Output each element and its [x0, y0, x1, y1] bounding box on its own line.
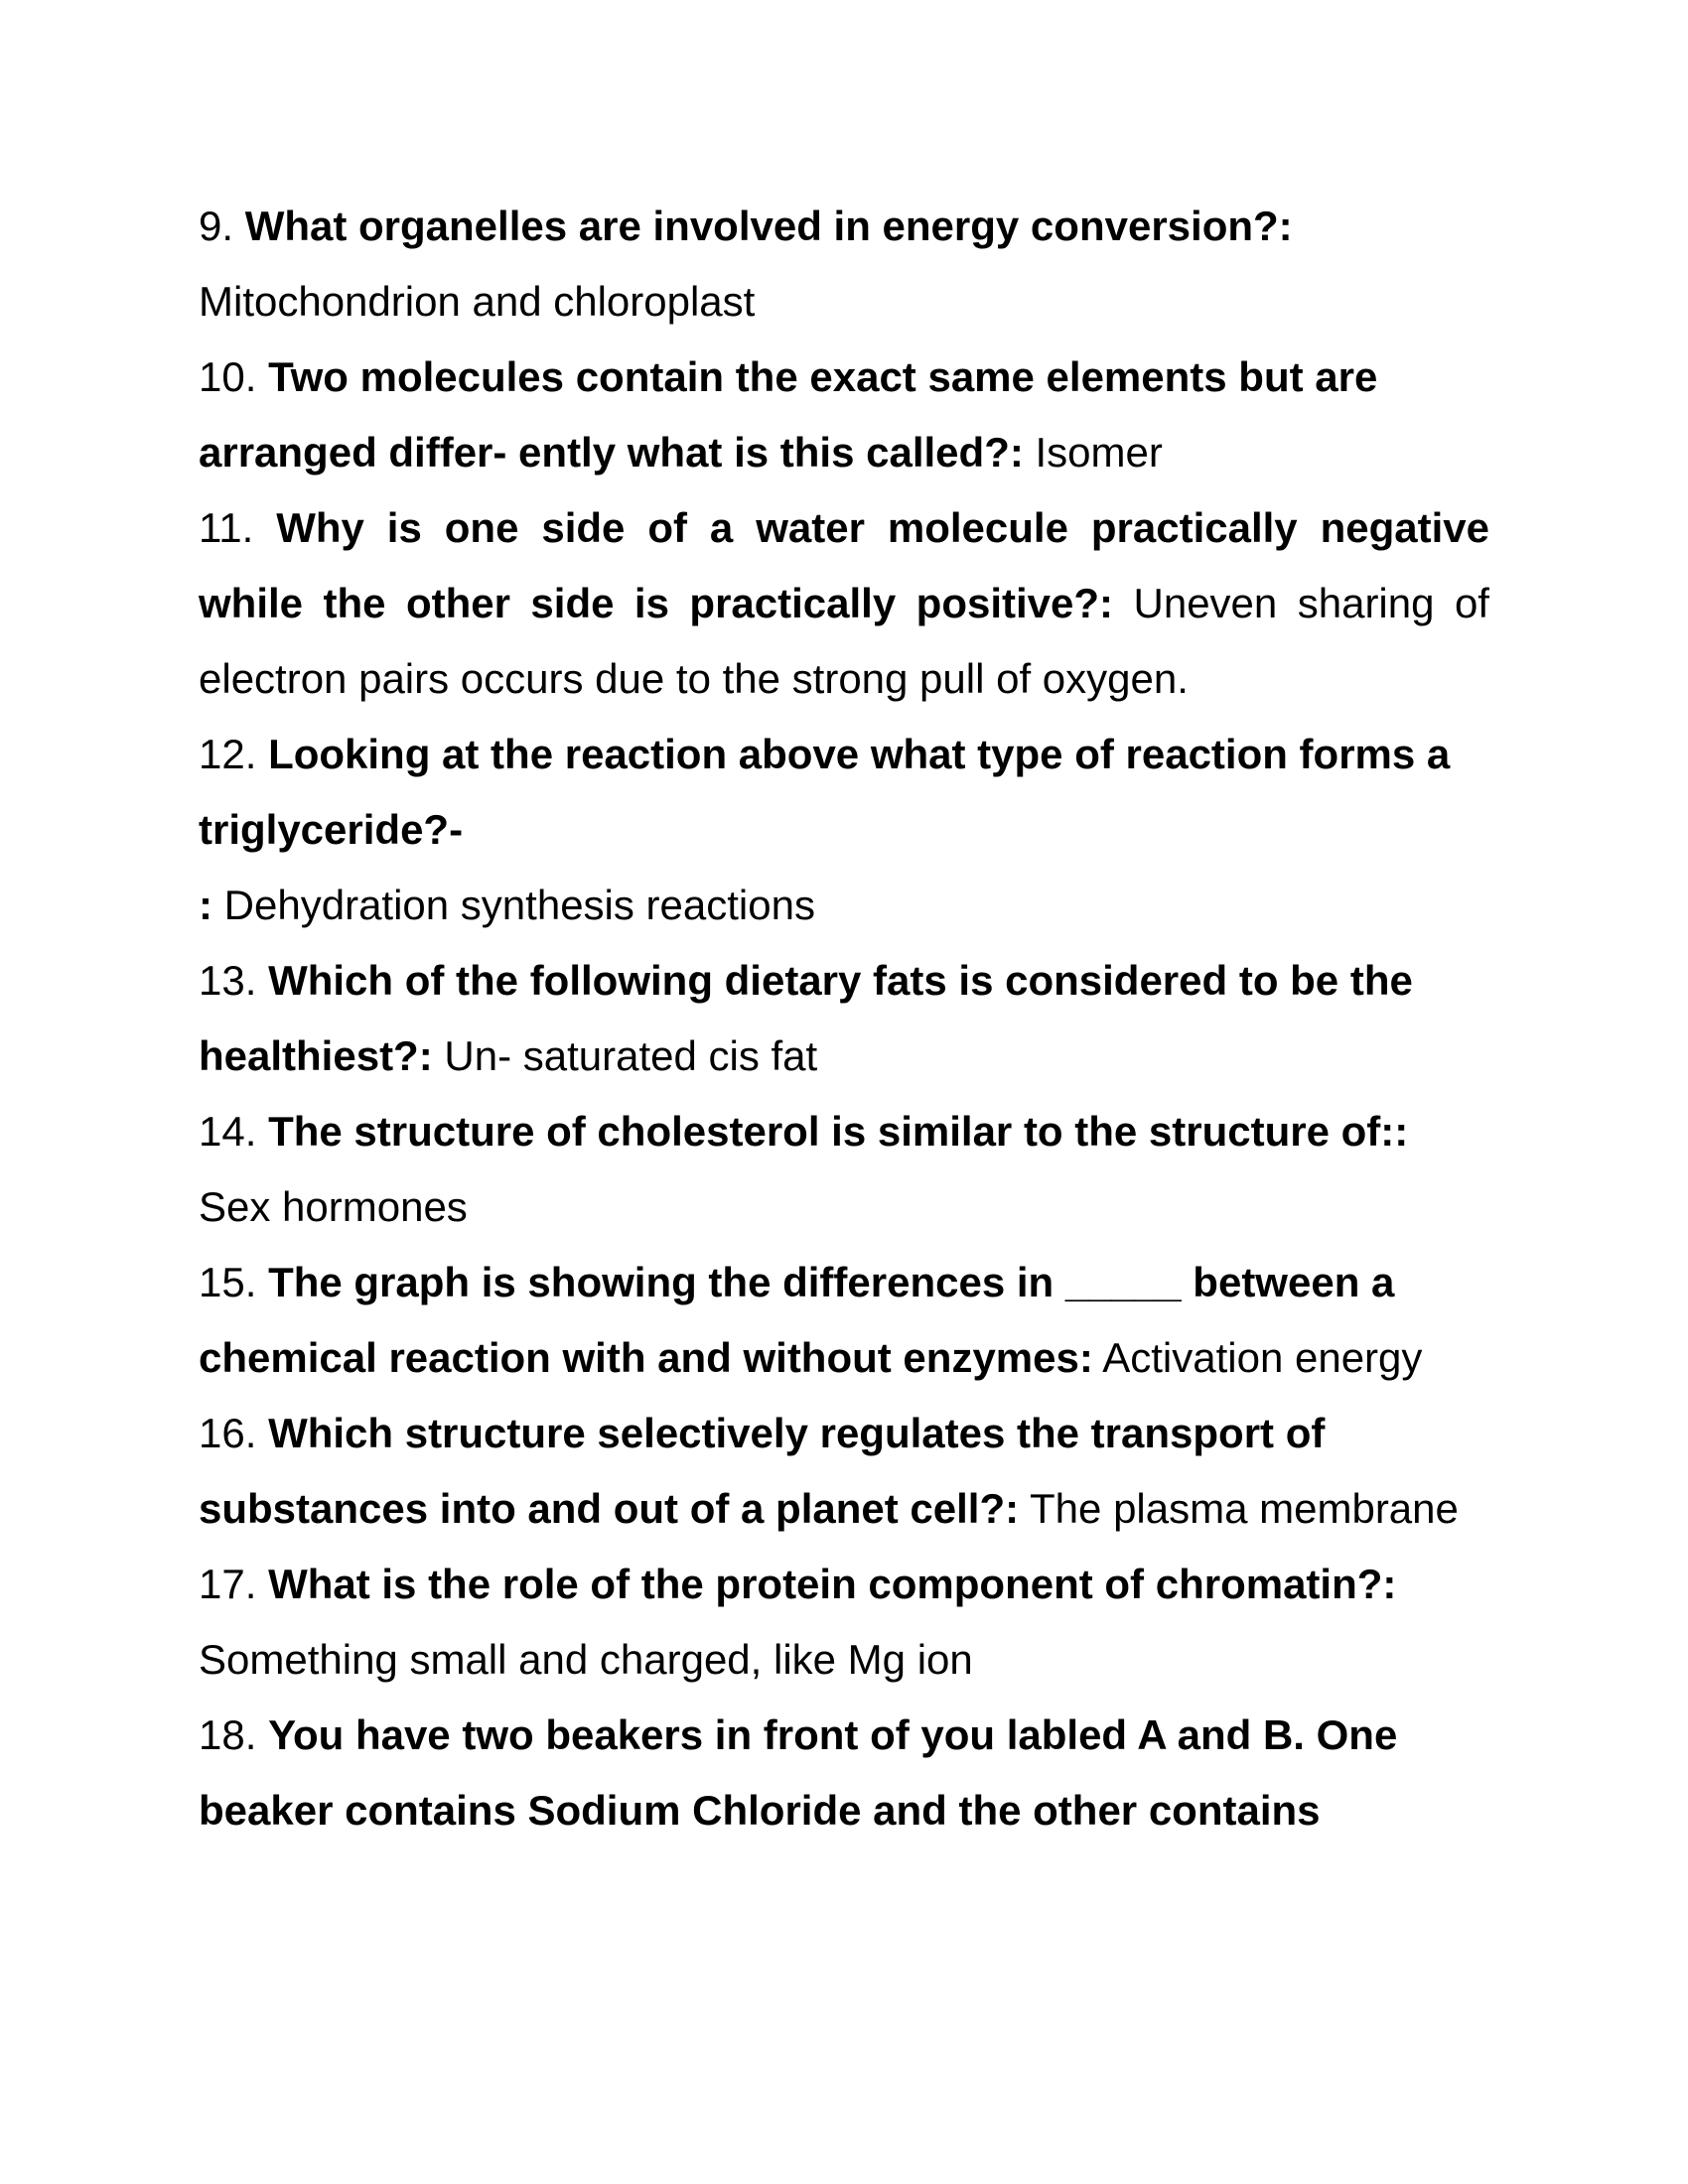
- qa-item-14: [199, 1094, 1489, 1245]
- qa-item-16: [199, 1396, 1489, 1547]
- item-number: 11.: [199, 504, 254, 551]
- question-text: Looking at the reaction above what type of reaction forms a triglyceride?-: [199, 731, 1451, 853]
- qa-item-9: [199, 189, 1489, 340]
- item-number: 17.: [199, 1561, 257, 1607]
- question-text: Two molecules contain the exact same elements but are arranged differ- ently what is this called?:: [199, 353, 1378, 476]
- item-number: 9.: [199, 203, 234, 249]
- question-text: What organelles are involved in energy conversion?:: [244, 203, 1293, 249]
- qa-item-15: [199, 1245, 1489, 1396]
- answer-text: Isomer: [1035, 429, 1163, 476]
- qa-item-10: [199, 340, 1489, 490]
- question-text: Why is one side of a water molecule practically negative while the other side is practically positive?:: [199, 504, 1489, 626]
- document-page: [199, 189, 1489, 1848]
- answer-text: Dehydration synthesis reactions: [223, 882, 815, 928]
- answer-text: Something small and charged, like Mg ion: [199, 1636, 973, 1683]
- item-number: 13.: [199, 957, 257, 1004]
- question-tail: :: [199, 882, 212, 928]
- qa-item-13: [199, 943, 1489, 1094]
- answer-text: Un- saturated cis fat: [444, 1032, 818, 1079]
- question-text: You have two beakers in front of you labled A and B. One beaker contains Sodium Chloride and the other contains: [199, 1711, 1398, 1834]
- qa-item-11: [199, 490, 1489, 717]
- answer-text: Mitochondrion and chloroplast: [199, 278, 756, 325]
- answer-text: Uneven sharing of electron pairs occurs due to the strong pull of oxygen.: [199, 580, 1489, 702]
- item-number: 18.: [199, 1711, 257, 1758]
- qa-item-18: [199, 1698, 1489, 1848]
- item-number: 14.: [199, 1108, 257, 1155]
- question-text: Which of the following dietary fats is considered to be the healthiest?:: [199, 957, 1413, 1079]
- answer-text: Sex hormones: [199, 1183, 468, 1230]
- answer-text: The plasma membrane: [1030, 1485, 1459, 1532]
- question-text: Which structure selectively regulates the transport of substances into and out of a planet cell?:: [199, 1410, 1326, 1532]
- question-text: The graph is showing the differences in _____ between a chemical reaction with and without enzymes:: [199, 1259, 1395, 1381]
- item-number: 15.: [199, 1259, 257, 1305]
- qa-item-17: [199, 1547, 1489, 1698]
- qa-item-12: [199, 717, 1489, 943]
- item-number: 16.: [199, 1410, 257, 1456]
- item-number: 10.: [199, 353, 257, 400]
- question-text: The structure of cholesterol is similar to the structure of::: [268, 1108, 1409, 1155]
- question-text: What is the role of the protein component of chromatin?:: [268, 1561, 1397, 1607]
- item-number: 12.: [199, 731, 257, 777]
- answer-text: Activation energy: [1102, 1334, 1423, 1381]
